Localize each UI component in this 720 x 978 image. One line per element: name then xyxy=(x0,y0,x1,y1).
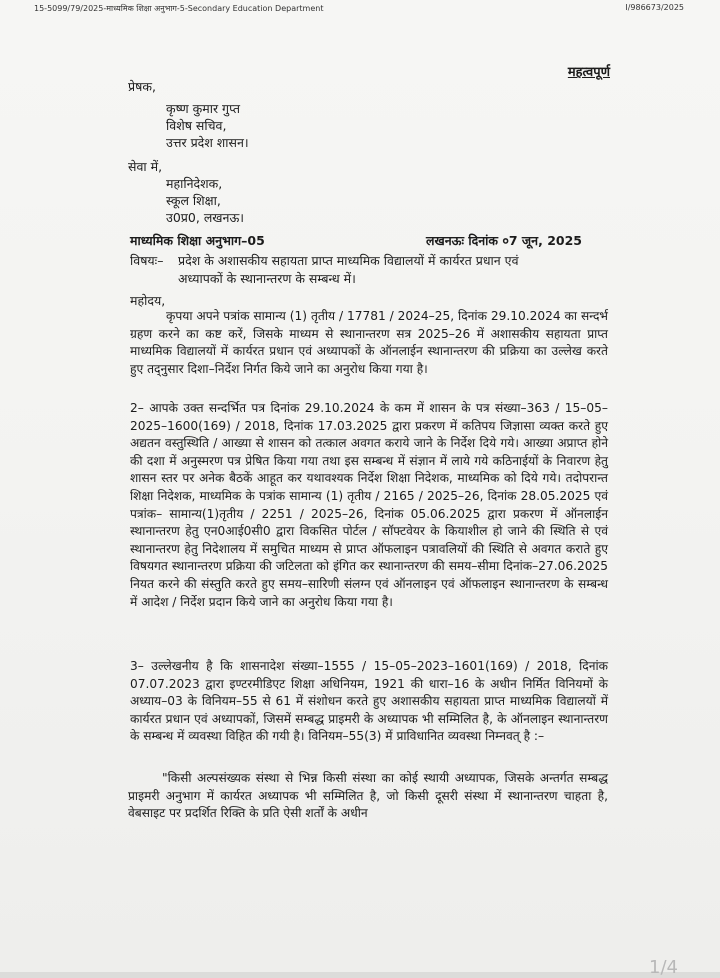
paragraph-1: कृपया अपने पत्रांक सामान्य (1) तृतीय / 17781 / 2024–25, दिनांक 29.10.2024 का सन्दर्भ ग्रहण करने का कष्ट करें, जिसके माध्यम से स्थानान्तरण सत्र 2025–26 में अशासकीय सहायता प्राप्त माध्यमिक विद्यालयों में कार्यरत प्रधान एवं अध्यापकों के ऑनलाईन स्थानान्तरण की प्रक्रिया का उल्लेख करते हुए तद्नुसार दिशा–निर्देश निर्गत किये जाने का अनुरोध किया गया है। xyxy=(130,309,608,376)
page-number: 1/4 xyxy=(649,957,678,978)
letter-date: लखनऊः दिनांक ०7 जून, 2025 xyxy=(426,233,582,248)
sender-designation: विशेष सचिव, xyxy=(166,118,227,133)
sender-name: कृष्ण कुमार गुप्त xyxy=(166,101,241,116)
subject-label: विषयः– xyxy=(130,253,164,268)
sender-office: उत्तर प्रदेश शासन। xyxy=(166,135,249,150)
recipient-place: उ0प्र0, लखनऊ। xyxy=(166,210,245,225)
sender-label: प्रेषक, xyxy=(128,79,156,94)
paragraph-3: 3– उल्लेखनीय है कि शासनादेश संख्या–1555 / 15–05–2023–1601(169) / 2018, दिनांक 07.07.2023 द्वारा इण्टरमीडिएट शिक्षा अधिनियम, 1921 की धारा–16 के अधीन निर्मित विनियमों के अध्याय–03 के विनियम–55 से 61 में संशोधन करते हुए अशासकीय सहायता प्राप्त माध्यमिक विद्यालयों में कार्यरत प्रधान एवं अध्यापकों, जिसमें सम्बद्ध प्राइमरी के अध्यापक भी सम्मिलित है, के ऑनलाइन स्थानान्तरण के सम्बन्ध में व्यवस्था विहित की गयी है। विनियम–55(3) में प्राविधानित व्यवस्था निम्नवत् है :– xyxy=(130,659,608,744)
paragraph-2: 2– आपके उक्त सन्दर्भित पत्र दिनांक 29.10.2024 के कम में शासन के पत्र संख्या–363 / 15–05–2025–1600(169) / 2018, दिनांक 17.03.2025 द्वारा प्रकरण में कतिपय जिज्ञासा व्यक्त करते हुए अद्यतन वस्तुस्थिति / आख्या से शासन को तत्काल अवगत कराये जाने के निर्देश दिये गये। आख्या अप्राप्त होने की दशा में अनुस्मरण पत्र प्रेषित किया गया तथा इस सम्बन्ध में संज्ञान में लाये गये कठिनाईयों के निवारण हेतु शासन स्तर पर अनेक बैठकें आहूत कर यथावश्यक निर्देश शिक्षा निदेशक, माध्यमिक को दिये गये। तदोपरान्त शिक्षा निदेशक, माध्यमिक के पत्रांक सामान्य (1) तृतीय / 2165 / 2025–26, दिनांक 28.05.2025 एवं पत्रांक– सामान्य(1)तृतीय / 2251 / 2025–26, दिनांक 05.06.2025 द्वारा प्रकरण में ऑनलाईन स्थानान्तरण हेतु एन0आई0सी0 द्वारा विकसित पोर्टल / सॉफ्टवेयर के कियाशील हो जाने की स्थिति से एवं स्थानान्तरण हेतु निदेशालय में समुचित माध्यम से प्राप्त ऑफलाइन पत्रावलियों की स्थिति से अवगत कराते हुए विषयगत स्थानान्तरण प्रक्रिया की जटिलता को इंगित कर स्थानान्तरण की समय–सीमा दिनांक–27.06.2025 नियत करने की संस्तुति करते हुए समय–सारिणी संलग्न एवं ऑनलाइन एवं ऑफलाइन स्थानान्तरण के सम्बन्ध में आदेश / निर्देश प्रदान किये जाने का अनुरोध किया गया है। xyxy=(130,401,608,609)
recipient-office: स्कूल शिक्षा, xyxy=(166,193,221,208)
salutation: महोदय, xyxy=(130,293,166,308)
recipient-label: सेवा में, xyxy=(128,159,163,174)
recipient-designation: महानिदेशक, xyxy=(166,176,223,191)
important-label: महत्वपूर्ण xyxy=(567,65,610,80)
document-id-header: I/986673/2025 xyxy=(625,3,684,12)
file-reference-header: 15-5099/79/2025-माध्यमिक शिक्षा अनुभाग-5-Secondary Education Department xyxy=(34,4,324,13)
regulation-quote: "किसी अल्पसंख्यक संस्था से भिन्न किसी संस्था का कोई स्थायी अध्यापक, जिसके अन्तर्गत सम्बद्ध प्राइमरी अनुभाग में कार्यरत अध्यापक भी सम्मिलित है, जो किसी दूसरी संस्था में स्थानान्तरण चाहता है, वेबसाइट पर प्रदर्शित रिक्ति के प्रति ऐसी शर्तों के अधीन xyxy=(128,771,608,821)
subject-line-1: प्रदेश के अशासकीय सहायता प्राप्त माध्यमिक विद्यालयों में कार्यरत प्रधान एवं xyxy=(178,253,519,268)
subject-line-2: अध्यापकों के स्थानान्तरण के सम्बन्ध में। xyxy=(178,271,356,286)
section-name: माध्यमिक शिक्षा अनुभाग–05 xyxy=(130,233,265,248)
